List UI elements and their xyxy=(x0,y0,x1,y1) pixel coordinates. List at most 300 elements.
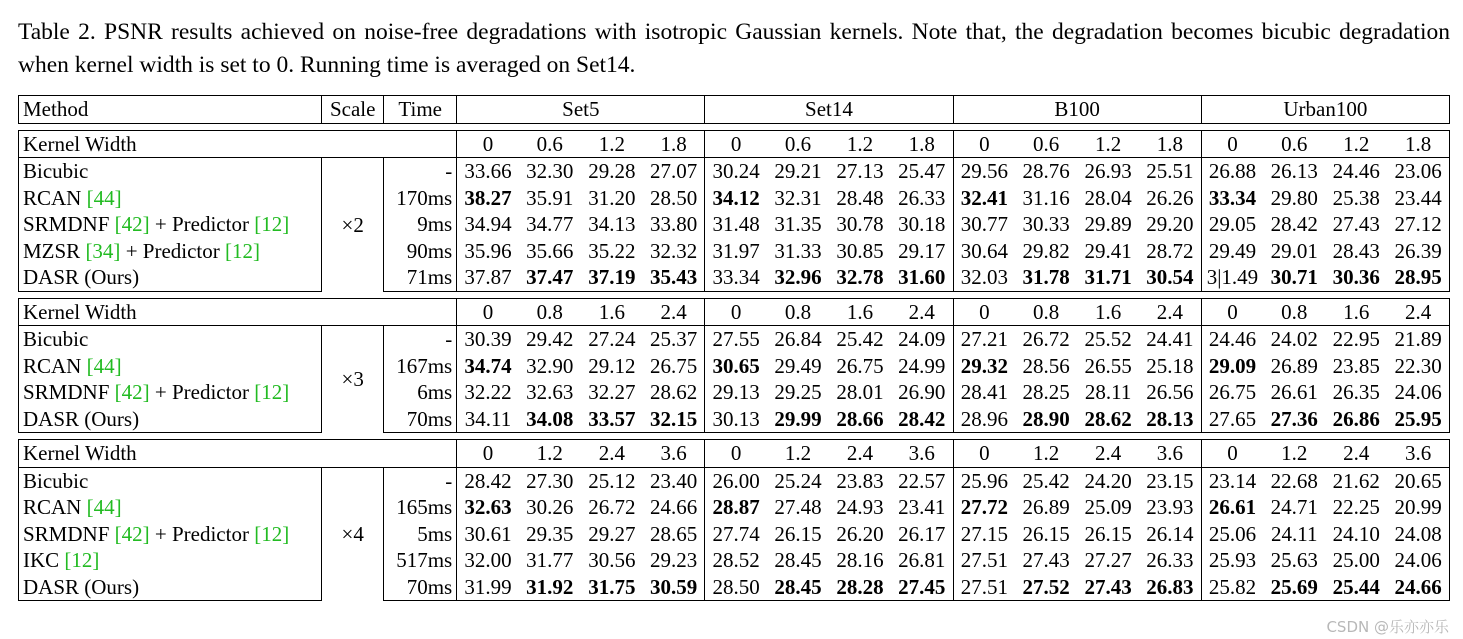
psnr-value: 28.41 xyxy=(960,380,1008,405)
psnr-value: 30.59 xyxy=(643,574,705,601)
method-name: SRMDNF xyxy=(23,212,115,237)
psnr-value: 24.93 xyxy=(836,495,884,520)
psnr-value: 28.45 xyxy=(774,548,822,573)
psnr-value: 26.81 xyxy=(891,547,953,574)
psnr-value: 22.68 xyxy=(1270,468,1318,493)
kernel-width-value: 1.2 xyxy=(581,130,643,158)
psnr-value: 28.62 xyxy=(1077,406,1139,433)
citation-link[interactable]: [12] xyxy=(254,380,290,405)
method-name: MZSR xyxy=(23,238,86,263)
psnr-value: 26.26 xyxy=(1139,185,1201,212)
psnr-value: 31.77 xyxy=(526,548,574,573)
scale-cell: ×3 xyxy=(322,326,384,433)
psnr-value: 35.22 xyxy=(588,238,636,263)
method-cell xyxy=(19,211,322,238)
psnr-value: 28.62 xyxy=(643,379,705,406)
table-row xyxy=(19,547,1450,574)
psnr-value: 32.22 xyxy=(464,380,512,405)
kernel-width-value: 1.8 xyxy=(1387,130,1449,158)
citation-link[interactable]: [42] xyxy=(114,212,150,237)
psnr-value: 29.25 xyxy=(774,380,822,405)
method-cell xyxy=(19,467,322,494)
kernel-width-value: 1.2 xyxy=(767,440,829,468)
psnr-value: 28.45 xyxy=(767,574,829,601)
psnr-value: 25.52 xyxy=(1084,327,1132,352)
table-row xyxy=(19,238,1450,265)
psnr-value: 24.10 xyxy=(1332,521,1380,546)
method-cell xyxy=(19,158,322,185)
psnr-value: 26.39 xyxy=(1387,238,1449,265)
header-row xyxy=(19,96,1450,124)
citation-link[interactable]: [42] xyxy=(114,521,150,546)
psnr-value: 27.55 xyxy=(712,327,760,352)
psnr-value: 28.48 xyxy=(836,185,884,210)
psnr-value: 37.19 xyxy=(581,264,643,291)
psnr-value: 28.04 xyxy=(1084,185,1132,210)
psnr-value: 34.12 xyxy=(712,185,760,210)
psnr-value: 24.46 xyxy=(1332,159,1380,184)
psnr-value: 23.15 xyxy=(1139,467,1201,494)
psnr-value: 29.99 xyxy=(767,406,829,433)
psnr-value: 31.33 xyxy=(774,238,822,263)
psnr-value: 25.18 xyxy=(1139,353,1201,380)
kernel-width-value: 2.4 xyxy=(581,440,643,468)
psnr-value: 27.51 xyxy=(953,574,1015,601)
psnr-value: 26.83 xyxy=(1139,574,1201,601)
psnr-value: 29.27 xyxy=(588,521,636,546)
psnr-value: 27.65 xyxy=(1201,406,1263,433)
psnr-value: 32.03 xyxy=(953,264,1015,291)
psnr-value: 25.37 xyxy=(643,326,705,353)
kernel-width-value: 3.6 xyxy=(891,440,953,468)
psnr-value: 35.43 xyxy=(643,264,705,291)
psnr-value: 24.02 xyxy=(1270,327,1318,352)
psnr-value: 31.71 xyxy=(1077,264,1139,291)
citation-link[interactable]: [12] xyxy=(225,238,261,263)
psnr-value: 33.34 xyxy=(705,264,767,291)
psnr-value: 31.48 xyxy=(712,212,760,237)
method-name: Bicubic xyxy=(23,327,89,352)
kernel-width-value: 3.6 xyxy=(1387,440,1449,468)
kernel-width-row xyxy=(19,298,1450,326)
psnr-value: 26.14 xyxy=(1139,521,1201,548)
psnr-value: 30.54 xyxy=(1139,264,1201,291)
table-row xyxy=(19,326,1450,353)
psnr-value: 34.08 xyxy=(519,406,581,433)
table-row xyxy=(19,211,1450,238)
citation-link[interactable]: [12] xyxy=(64,548,100,573)
method-cell xyxy=(19,406,322,433)
kernel-width-value: 0 xyxy=(705,440,767,468)
psnr-value: 23.44 xyxy=(1387,185,1449,212)
psnr-value: 26.33 xyxy=(1139,547,1201,574)
psnr-value: 27.74 xyxy=(712,521,760,546)
psnr-value: 26.33 xyxy=(891,185,953,212)
psnr-value: 30.71 xyxy=(1263,264,1325,291)
psnr-value: 32.27 xyxy=(588,380,636,405)
psnr-value: 22.95 xyxy=(1332,327,1380,352)
citation-link[interactable]: [44] xyxy=(86,185,122,210)
kernel-width-value: 1.2 xyxy=(519,440,581,468)
psnr-value: 23.83 xyxy=(836,468,884,493)
psnr-value: 28.28 xyxy=(829,574,891,601)
kernel-width-value: 1.8 xyxy=(1139,130,1201,158)
method-name: IKC xyxy=(23,548,65,573)
psnr-value: 23.85 xyxy=(1332,353,1380,378)
table-row xyxy=(19,264,1450,291)
psnr-value: 30.56 xyxy=(588,548,636,573)
time-cell: - xyxy=(384,467,457,494)
psnr-value: 25.93 xyxy=(1208,548,1257,573)
psnr-value: 28.16 xyxy=(836,548,884,573)
psnr-value: 30.65 xyxy=(712,353,760,378)
psnr-value: 33.66 xyxy=(464,159,512,184)
citation-link[interactable]: [12] xyxy=(254,212,290,237)
psnr-value: 28.01 xyxy=(836,380,884,405)
citation-link[interactable]: [44] xyxy=(86,495,122,520)
kernel-width-value: 0 xyxy=(457,130,519,158)
psnr-value: 28.87 xyxy=(712,495,760,520)
kernel-width-value: 2.4 xyxy=(1325,440,1387,468)
method-name: DASR (Ours) xyxy=(23,574,140,599)
time-cell: 9ms xyxy=(384,211,457,238)
psnr-value: 32.31 xyxy=(774,185,822,210)
psnr-value: 26.15 xyxy=(774,521,822,546)
time-cell: - xyxy=(384,326,457,353)
citation-link[interactable]: [42] xyxy=(114,380,150,405)
psnr-value: 31.20 xyxy=(588,185,636,210)
kernel-width-value: 2.4 xyxy=(1387,298,1449,326)
psnr-value: 24.66 xyxy=(643,494,705,521)
psnr-value: 29.32 xyxy=(960,353,1008,378)
psnr-value: 28.72 xyxy=(1139,238,1201,265)
psnr-value: 25.69 xyxy=(1263,574,1325,601)
kernel-width-value: 1.2 xyxy=(1015,440,1077,468)
psnr-value: 35.91 xyxy=(526,185,574,210)
psnr-value: 24.66 xyxy=(1387,574,1449,601)
method-cell xyxy=(19,547,322,574)
method-name: SRMDNF xyxy=(23,521,115,546)
psnr-value: 22.30 xyxy=(1387,353,1449,380)
kernel-width-value: 1.2 xyxy=(829,130,891,158)
psnr-value: 23.14 xyxy=(1208,468,1257,493)
psnr-value: 29.12 xyxy=(588,353,636,378)
psnr-value: 26.93 xyxy=(1084,159,1132,184)
table-caption: Table 2. PSNR results achieved on noise-free degradations with isotropic Gaussian kernels. Note that, the degradation becomes bicubic degradation when kernel width is set to 0. Running time is averaged on Set14. xyxy=(18,19,1450,78)
citation-link[interactable]: [12] xyxy=(254,521,290,546)
psnr-value: 3|1.49 xyxy=(1201,264,1263,291)
method-name: SRMDNF xyxy=(23,380,115,405)
psnr-value: 35.96 xyxy=(464,238,512,263)
psnr-value: 24.06 xyxy=(1387,547,1449,574)
psnr-value: 33.57 xyxy=(581,406,643,433)
psnr-value: 22.57 xyxy=(891,467,953,494)
psnr-value: 28.66 xyxy=(829,406,891,433)
time-cell: - xyxy=(384,158,457,185)
psnr-value: 31.78 xyxy=(1015,264,1077,291)
kernel-width-value: 1.6 xyxy=(1077,298,1139,326)
table-row xyxy=(19,521,1450,548)
psnr-value: 32.63 xyxy=(464,495,512,520)
method-cell xyxy=(19,264,322,291)
method-name: Bicubic xyxy=(23,159,89,184)
psnr-value: 38.27 xyxy=(464,185,512,210)
kernel-width-value: 0.6 xyxy=(519,130,581,158)
kernel-width-value: 0.6 xyxy=(767,130,829,158)
kernel-width-value: 1.8 xyxy=(643,130,705,158)
psnr-value: 25.42 xyxy=(836,327,884,352)
kernel-width-value: 0 xyxy=(705,298,767,326)
kernel-width-value: 0.6 xyxy=(1263,130,1325,158)
psnr-value: 26.20 xyxy=(836,521,884,546)
kernel-width-value: 3.6 xyxy=(643,440,705,468)
method-header: Method xyxy=(19,96,322,124)
kernel-width-label: Kernel Width xyxy=(19,130,457,158)
psnr-value: 23.40 xyxy=(643,467,705,494)
kernel-width-value: 0.8 xyxy=(1263,298,1325,326)
psnr-value: 32.00 xyxy=(464,548,512,573)
citation-link[interactable]: [34] xyxy=(85,238,121,263)
psnr-value: 27.72 xyxy=(960,495,1008,520)
psnr-value: 25.09 xyxy=(1084,495,1132,520)
psnr-value: 26.75 xyxy=(643,353,705,380)
psnr-value: 30.39 xyxy=(464,327,512,352)
kernel-width-value: 0.8 xyxy=(1015,298,1077,326)
kernel-width-value: 0.8 xyxy=(519,298,581,326)
method-cell xyxy=(19,574,322,601)
method-name: RCAN xyxy=(23,185,87,210)
psnr-value: 25.00 xyxy=(1332,548,1380,573)
psnr-value: 30.61 xyxy=(464,521,512,546)
psnr-value: 29.42 xyxy=(526,327,574,352)
psnr-value: 30.24 xyxy=(712,159,760,184)
psnr-value: 29.49 xyxy=(774,353,822,378)
psnr-value: 33.34 xyxy=(1208,185,1257,210)
psnr-results-table xyxy=(18,95,1450,601)
psnr-value: 29.49 xyxy=(1208,238,1257,263)
psnr-value: 26.15 xyxy=(1022,521,1070,546)
psnr-value: 27.21 xyxy=(960,327,1008,352)
psnr-value: 27.27 xyxy=(1084,548,1132,573)
psnr-value: 31.92 xyxy=(519,574,581,601)
psnr-value: 24.06 xyxy=(1387,379,1449,406)
kernel-width-value: 2.4 xyxy=(1139,298,1201,326)
psnr-value: 31.16 xyxy=(1022,185,1070,210)
table-row xyxy=(19,379,1450,406)
kernel-width-value: 2.4 xyxy=(1077,440,1139,468)
psnr-value: 27.43 xyxy=(1332,212,1380,237)
time-cell: 70ms xyxy=(384,574,457,601)
psnr-value: 32.30 xyxy=(526,159,574,184)
psnr-value: 20.65 xyxy=(1387,467,1449,494)
kernel-width-label: Kernel Width xyxy=(19,440,457,468)
psnr-value: 26.75 xyxy=(836,353,884,378)
psnr-value: 28.76 xyxy=(1022,159,1070,184)
psnr-value: 34.77 xyxy=(526,212,574,237)
psnr-value: 28.25 xyxy=(1022,380,1070,405)
psnr-value: 28.95 xyxy=(1387,264,1449,291)
psnr-value: 26.86 xyxy=(1325,406,1387,433)
psnr-value: 26.13 xyxy=(1270,159,1318,184)
scale-cell: ×4 xyxy=(322,467,384,601)
psnr-value: 25.38 xyxy=(1332,185,1380,210)
psnr-value: 27.36 xyxy=(1263,406,1325,433)
kernel-width-value: 0 xyxy=(705,130,767,158)
time-cell: 517ms xyxy=(384,547,457,574)
psnr-value: 24.71 xyxy=(1270,495,1318,520)
method-name: DASR (Ours) xyxy=(23,265,140,290)
psnr-value: 29.28 xyxy=(588,159,636,184)
psnr-value: 24.11 xyxy=(1270,521,1318,546)
kernel-width-label: Kernel Width xyxy=(19,298,457,326)
psnr-value: 26.72 xyxy=(1022,327,1070,352)
psnr-value: 34.94 xyxy=(464,212,512,237)
psnr-value: 28.11 xyxy=(1084,380,1132,405)
psnr-value: 21.62 xyxy=(1332,468,1380,493)
psnr-value: 25.63 xyxy=(1270,548,1318,573)
psnr-value: 27.45 xyxy=(891,574,953,601)
watermark: CSDN @乐亦亦乐 xyxy=(1326,618,1449,636)
psnr-value: 26.61 xyxy=(1270,380,1318,405)
psnr-value: 32.90 xyxy=(526,353,574,378)
kernel-width-value: 0 xyxy=(457,298,519,326)
psnr-value: 29.56 xyxy=(960,159,1008,184)
psnr-value: 29.80 xyxy=(1270,185,1318,210)
method-name: Bicubic xyxy=(23,468,89,493)
psnr-value: 25.24 xyxy=(774,468,822,493)
kernel-width-value: 0 xyxy=(953,298,1015,326)
psnr-value: 29.21 xyxy=(774,159,822,184)
psnr-value: 31.75 xyxy=(581,574,643,601)
psnr-value: 27.24 xyxy=(588,327,636,352)
psnr-value: 23.06 xyxy=(1387,158,1449,185)
scale-cell: ×2 xyxy=(322,158,384,292)
psnr-value: 24.46 xyxy=(1208,327,1257,352)
psnr-value: 25.82 xyxy=(1201,574,1263,601)
psnr-value: 29.41 xyxy=(1084,238,1132,263)
kernel-width-value: 1.2 xyxy=(1325,130,1387,158)
table-row xyxy=(19,158,1450,185)
method-cell xyxy=(19,353,322,380)
dataset-header-set14: Set14 xyxy=(705,96,953,124)
psnr-value: 25.12 xyxy=(588,468,636,493)
psnr-value: 28.43 xyxy=(1332,238,1380,263)
citation-link[interactable]: [44] xyxy=(86,353,122,378)
psnr-value: 30.33 xyxy=(1022,212,1070,237)
method-cell xyxy=(19,238,322,265)
kernel-width-value: 1.2 xyxy=(1077,130,1139,158)
psnr-value: 29.89 xyxy=(1084,212,1132,237)
psnr-value: 26.56 xyxy=(1139,379,1201,406)
psnr-value: 32.96 xyxy=(767,264,829,291)
method-cell xyxy=(19,521,322,548)
kernel-width-value: 1.6 xyxy=(581,298,643,326)
psnr-value: 32.41 xyxy=(960,185,1008,210)
psnr-value: 35.66 xyxy=(526,238,574,263)
psnr-value: 26.75 xyxy=(1208,380,1257,405)
psnr-value: 32.32 xyxy=(643,238,705,265)
table-row xyxy=(19,467,1450,494)
psnr-value: 31.60 xyxy=(891,264,953,291)
psnr-value: 27.13 xyxy=(836,159,884,184)
psnr-value: 28.52 xyxy=(712,548,760,573)
kernel-width-value: 2.4 xyxy=(643,298,705,326)
table-row xyxy=(19,185,1450,212)
psnr-value: 28.42 xyxy=(1270,212,1318,237)
psnr-value: 26.55 xyxy=(1084,353,1132,378)
kernel-width-value: 0 xyxy=(457,440,519,468)
time-cell: 71ms xyxy=(384,264,457,291)
psnr-value: 24.41 xyxy=(1139,326,1201,353)
kernel-width-value: 3.6 xyxy=(1139,440,1201,468)
psnr-value: 28.90 xyxy=(1015,406,1077,433)
method-name: RCAN xyxy=(23,353,87,378)
psnr-value: 25.42 xyxy=(1022,468,1070,493)
psnr-value: 26.15 xyxy=(1084,521,1132,546)
psnr-value: 29.13 xyxy=(712,380,760,405)
method-cell xyxy=(19,379,322,406)
dataset-header-b100: B100 xyxy=(953,96,1201,124)
psnr-value: 29.82 xyxy=(1022,238,1070,263)
psnr-value: 30.64 xyxy=(960,238,1008,263)
kernel-width-value: 0 xyxy=(953,440,1015,468)
kernel-width-row xyxy=(19,130,1450,158)
psnr-value: 27.30 xyxy=(526,468,574,493)
kernel-width-row xyxy=(19,440,1450,468)
psnr-value: 29.35 xyxy=(526,521,574,546)
method-cell xyxy=(19,494,322,521)
psnr-value: 25.44 xyxy=(1325,574,1387,601)
psnr-value: 32.63 xyxy=(526,380,574,405)
method-name: RCAN xyxy=(23,495,87,520)
psnr-value: 28.42 xyxy=(891,406,953,433)
psnr-value: 25.96 xyxy=(960,468,1008,493)
psnr-value: 25.47 xyxy=(891,158,953,185)
kernel-width-value: 1.6 xyxy=(1325,298,1387,326)
psnr-value: 31.99 xyxy=(457,574,519,601)
psnr-value: 27.07 xyxy=(643,158,705,185)
psnr-value: 29.23 xyxy=(643,547,705,574)
table-row xyxy=(19,406,1450,433)
psnr-value: 27.43 xyxy=(1022,548,1070,573)
psnr-value: 25.06 xyxy=(1208,521,1257,546)
psnr-value: 20.99 xyxy=(1387,494,1449,521)
method-name: DASR (Ours) xyxy=(23,406,140,431)
psnr-value: 33.80 xyxy=(643,211,705,238)
psnr-value: 26.17 xyxy=(891,521,953,548)
psnr-value: 30.26 xyxy=(526,495,574,520)
psnr-value: 26.90 xyxy=(891,379,953,406)
table-row xyxy=(19,494,1450,521)
dataset-header-set5: Set5 xyxy=(457,96,705,124)
psnr-value: 23.41 xyxy=(891,494,953,521)
kernel-width-value: 0 xyxy=(953,130,1015,158)
time-cell: 5ms xyxy=(384,521,457,548)
dataset-header-urban100: Urban100 xyxy=(1201,96,1449,124)
psnr-value: 29.09 xyxy=(1208,353,1257,378)
kernel-width-value: 2.4 xyxy=(829,440,891,468)
psnr-value: 26.00 xyxy=(712,468,760,493)
psnr-value: 24.20 xyxy=(1084,468,1132,493)
table-row xyxy=(19,574,1450,601)
psnr-value: 34.11 xyxy=(457,406,519,433)
psnr-value: 28.56 xyxy=(1022,353,1070,378)
psnr-value: 24.09 xyxy=(891,326,953,353)
psnr-value: 28.50 xyxy=(705,574,767,601)
psnr-value: 27.12 xyxy=(1387,211,1449,238)
psnr-value: 28.42 xyxy=(464,468,512,493)
psnr-value: 27.43 xyxy=(1077,574,1139,601)
